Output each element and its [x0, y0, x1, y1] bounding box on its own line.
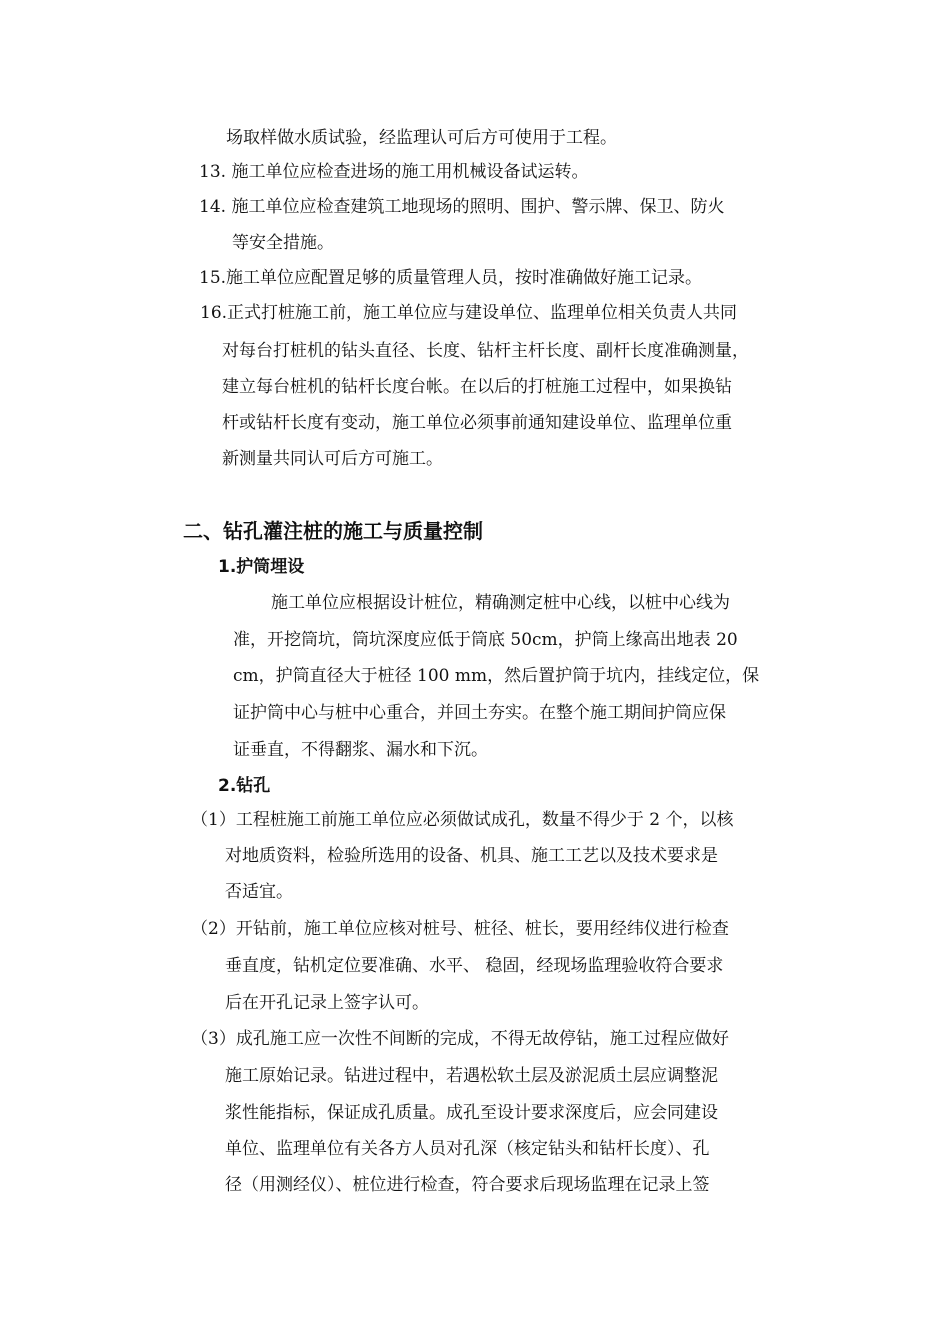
list-item-16-line-1: 16.正式打桩施工前，施工单位应与建设单位、监理单位相关负责人共同 — [200, 303, 738, 323]
sub2-item-3-line-5: 径（用测经仪）、桩位进行检查，符合要求后现场监理在记录上签 — [225, 1175, 710, 1195]
sub1-paragraph-line-2: 准，开挖筒坑，筒坑深度应低于筒底 50cm，护筒上缘高出地表 20 — [233, 630, 738, 650]
sub1-paragraph-line-1: 施工单位应根据设计桩位，精确测定桩中心线，以桩中心线为 — [271, 593, 730, 613]
sub2-item-3-line-3: 浆性能指标，保证成孔质量。成孔至设计要求深度后，应会同建设 — [225, 1103, 718, 1123]
list-item-14-line-1: 14. 施工单位应检查建筑工地现场的照明、围护、警示牌、保卫、防火 — [199, 197, 725, 217]
subsection-2-heading: 2.钻孔 — [218, 776, 271, 796]
subsection-1-heading: 1.护筒埋设 — [218, 557, 305, 577]
list-item-16-line-2: 对每台打桩机的钻头直径、长度、钻杆主杆长度、副杆长度准确测量， — [222, 341, 749, 361]
sub2-item-3-line-1: （3）成孔施工应一次性不间断的完成，不得无故停钻，施工过程应做好 — [191, 1029, 729, 1049]
sub2-item-2-line-1: （2）开钻前，施工单位应核对桩号、桩径、桩长，要用经纬仪进行检查 — [191, 919, 729, 939]
item-12-continuation: 场取样做水质试验，经监理认可后方可使用于工程。 — [226, 128, 617, 148]
list-item-16-line-4: 杆或钻杆长度有变动，施工单位必须事前通知建设单位、监理单位重 — [222, 413, 732, 433]
sub2-item-3-line-4: 单位、监理单位有关各方人员对孔深（核定钻头和钻杆长度）、孔 — [225, 1139, 710, 1159]
sub2-item-2-line-2: 垂直度，钻机定位要准确、水平、 稳固，经现场监理验收符合要求 — [225, 956, 724, 976]
list-item-14-line-2: 等安全措施。 — [232, 233, 334, 253]
sub1-paragraph-line-4: 证护筒中心与桩中心重合，并回土夯实。在整个施工期间护筒应保 — [233, 703, 726, 723]
section-2-heading: 二、钻孔灌注桩的施工与质量控制 — [183, 519, 483, 543]
list-item-13: 13. 施工单位应检查进场的施工用机械设备试运转。 — [199, 162, 589, 182]
list-item-15: 15.施工单位应配置足够的质量管理人员，按时准确做好施工记录。 — [199, 268, 703, 288]
sub1-paragraph-line-5: 证垂直，不得翻浆、漏水和下沉。 — [233, 740, 488, 760]
sub1-paragraph-line-3: cm，护筒直径大于桩径 100 mm，然后置护筒于坑内，挂线定位，保 — [233, 666, 760, 686]
sub2-item-2-line-3: 后在开孔记录上签字认可。 — [225, 993, 429, 1013]
sub2-item-1-line-1: （1）工程桩施工前施工单位应必须做试成孔，数量不得少于 2 个，以核 — [191, 810, 734, 830]
sub2-item-3-line-2: 施工原始记录。钻进过程中，若遇松软土层及淤泥质土层应调整泥 — [225, 1066, 718, 1086]
list-item-16-line-5: 新测量共同认可后方可施工。 — [222, 449, 443, 469]
sub2-item-1-line-3: 否适宜。 — [225, 882, 293, 902]
sub2-item-1-line-2: 对地质资料，检验所选用的设备、机具、施工工艺以及技术要求是 — [225, 846, 718, 866]
list-item-16-line-3: 建立每台桩机的钻杆长度台帐。在以后的打桩施工过程中，如果换钻 — [222, 377, 732, 397]
